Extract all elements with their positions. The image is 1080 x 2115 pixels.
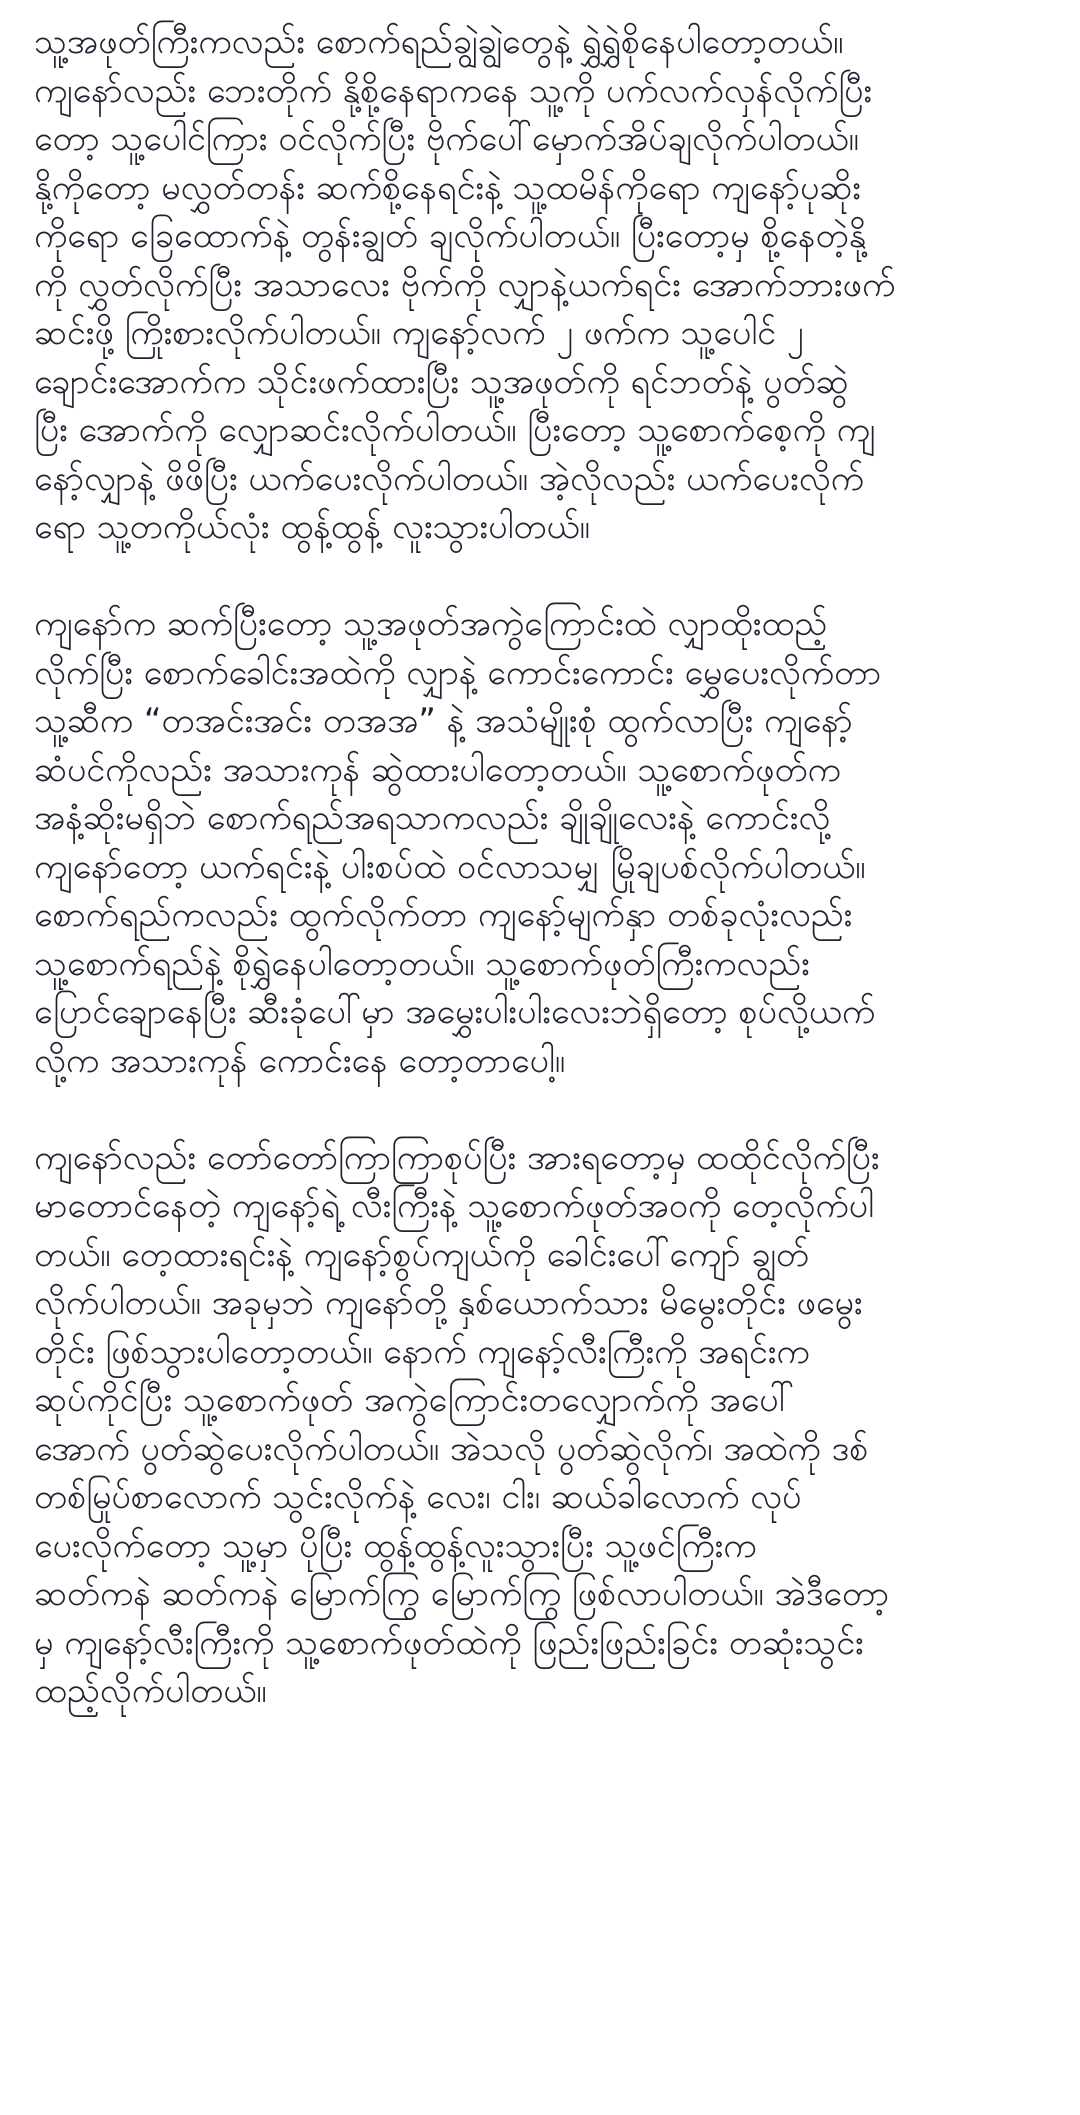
text-line: တိုင်း ဖြစ်သွားပါတော့တယ်။ နောက် ကျနော့်လီးကြီးကို အရင်းက	[34, 1331, 810, 1372]
paragraph-gap	[34, 1085, 1058, 1134]
text-line: လို့က အသားကုန် ကောင်းနေ တော့တာပေါ့။	[34, 1040, 566, 1081]
text-line: ပြီး အောက်ကို လျှောဆင်းလိုက်ပါတယ်။ ပြီးတော့ သူ့စောက်စေ့ကို ကျ	[34, 410, 876, 450]
text-line: ဆတ်ကနဲ ဆတ်ကနဲ မြောက်ကြွ မြောက်ကြွ ဖြစ်လာပါတယ်။ အဲဒီတော့	[34, 1574, 889, 1614]
paragraph-3	[34, 1134, 1058, 1716]
text-line: ကျနော်လည်း တော်တော်ကြာကြာစုပ်ပြီး အားရတော့မှ ထထိုင်လိုက်ပြီး	[34, 1137, 880, 1178]
text-line: ထည့်လိုက်ပါတယ်။	[34, 1671, 267, 1711]
text-line: ကျနော်လည်း ဘေးတိုက် နို့စို့နေရာကနေ သူ့ကို ပက်လက်လှန်လိုက်ပြီး	[34, 70, 873, 111]
text-line: အနံ့ဆိုးမရှိဘဲ စောက်ရည်အရသာကလည်း ချိုချိုလေးနဲ့ ကောင်းလို့	[34, 798, 831, 838]
text-line: နော့်လျှာနဲ့ ဖိဖိပြီး ယက်ပေးလိုက်ပါတယ်။ အဲ့လိုလည်း ယက်ပေးလိုက်	[34, 458, 864, 499]
text-line: ဆုပ်ကိုင်ပြီး သူ့စောက်ဖုတ် အကွဲကြောင်းတလျှောက်ကို အပေါ်	[34, 1380, 794, 1420]
text-line: အောက် ပွတ်ဆွဲပေးလိုက်ပါတယ်။ အဲသလို ပွတ်ဆွဲလိုက်၊ အထဲကို ဒစ်	[34, 1428, 869, 1469]
paragraph-2	[34, 600, 1058, 1085]
text-line: ဆင်းဖို့ ကြိုးစားလိုက်ပါတယ်။ ကျနော့်လက် ၂ ဖက်က သူ့ပေါင် ၂	[34, 313, 804, 353]
text-line: မာတောင်နေတဲ့ ကျနော့်ရဲ့ လီးကြီးနဲ့ သူ့စောက်ဖုတ်အဝကို တေ့လိုက်ပါ	[34, 1186, 874, 1226]
text-line: ချောင်းအောက်က သိုင်းဖက်ထားပြီး သူ့အဖုတ်ကို ရင်ဘတ်နဲ့ ပွတ်ဆွဲ	[34, 361, 849, 402]
text-line: ကျနော်က ဆက်ပြီးတော့ သူ့အဖုတ်အကွဲကြောင်းထဲ လျှာထိုးထည့်	[34, 604, 828, 644]
paragraph-gap	[34, 552, 1058, 601]
text-line: သူ့အဖုတ်ကြီးကလည်း စောက်ရည်ချွဲချွဲတွေနဲ့ ရွှဲရွှဲစိုနေပါတော့တယ်။	[34, 22, 844, 62]
text-line: ကို လွှတ်လိုက်ပြီး အသာလေး ဗိုက်ကို လျှာနဲ့ယက်ရင်း အောက်ဘားဖက်	[34, 264, 896, 305]
text-line: သူ့စောက်ရည်နဲ့ စိုရွှဲနေပါတော့တယ်။ သူ့စောက်ဖုတ်ကြီးကလည်း	[34, 943, 810, 984]
text-line: စောက်ရည်ကလည်း ထွက်လိုက်တာ ကျနော့်မျက်နှာ တစ်ခုလုံးလည်း	[34, 895, 853, 935]
text-line: တယ်။ တေ့ထားရင်းနဲ့ ကျနော့်စွပ်ကျယ်ကို ခေါင်းပေါ်ကျော် ချွတ်	[34, 1234, 809, 1275]
text-line: ကိုရော ခြေထောက်နဲ့ တွန်းချွတ် ချလိုက်ပါတယ်။ ပြီးတော့မှ စို့နေတဲ့နို့	[34, 216, 867, 256]
text-line: ရော သူ့တကိုယ်လုံး ထွန့်ထွန့် လူးသွားပါတယ်။	[34, 507, 590, 547]
paragraph-1	[34, 18, 1058, 552]
text-line: ဆံပင်ကိုလည်း အသားကုန် ဆွဲထားပါတော့တယ်။ သူ့စောက်ဖုတ်က	[34, 749, 841, 790]
text-line: တစ်မြုပ်စာလောက် သွင်းလိုက်နဲ့ လေး၊ ငါး၊ ဆယ်ခါလောက် လုပ်	[34, 1477, 802, 1517]
text-line: ပြောင်ချောနေပြီး ဆီးခုံပေါ်မှာ အမွှေးပါးပါးလေးဘဲရှိတော့ စုပ်လို့ယက်	[34, 992, 876, 1032]
paragraph-list	[34, 18, 1058, 1716]
text-line: နို့ကိုတော့ မလွှတ်တန်း ဆက်စို့နေရင်းနဲ့ သူ့ထမိန်ကိုရော ကျနော့်ပုဆိုး	[34, 167, 861, 208]
text-line: လိုက်ပါတယ်။ အခုမှဘဲ ကျနော်တို့ နှစ်ယောက်သား မိမွေးတိုင်း ဖမွေး	[34, 1283, 863, 1323]
text-line: ကျနော်တော့ ယက်ရင်းနဲ့ ပါးစပ်ထဲ ဝင်လာသမျှ မြိုချပစ်လိုက်ပါတယ်။	[34, 846, 866, 887]
text-line: ပေးလိုက်တော့ သူ့မှာ ပိုပြီး ထွန့်ထွန့်လူးသွားပြီး သူ့ဖင်ကြီးက	[34, 1525, 757, 1566]
text-line: မှ ကျနော့်လီးကြီးကို သူ့စောက်ဖုတ်ထဲကို ဖြည်းဖြည်းခြင်း တဆုံးသွင်း	[34, 1622, 864, 1663]
text-line: သူ့ဆီက “တအင်းအင်း တအအ” နဲ့ အသံမျိုးစုံ ထွက်လာပြီး ကျနော့်	[34, 701, 853, 741]
text-line: တော့ သူ့ပေါင်ကြား ဝင်လိုက်ပြီး ဗိုက်ပေါ်မှောက်အိပ်ချလိုက်ပါတယ်။	[34, 119, 859, 159]
text-line: လိုက်ပြီး စောက်ခေါင်းအထဲကို လျှာနဲ့ ကောင်းကောင်း မွှေပေးလိုက်တာ	[34, 652, 882, 693]
